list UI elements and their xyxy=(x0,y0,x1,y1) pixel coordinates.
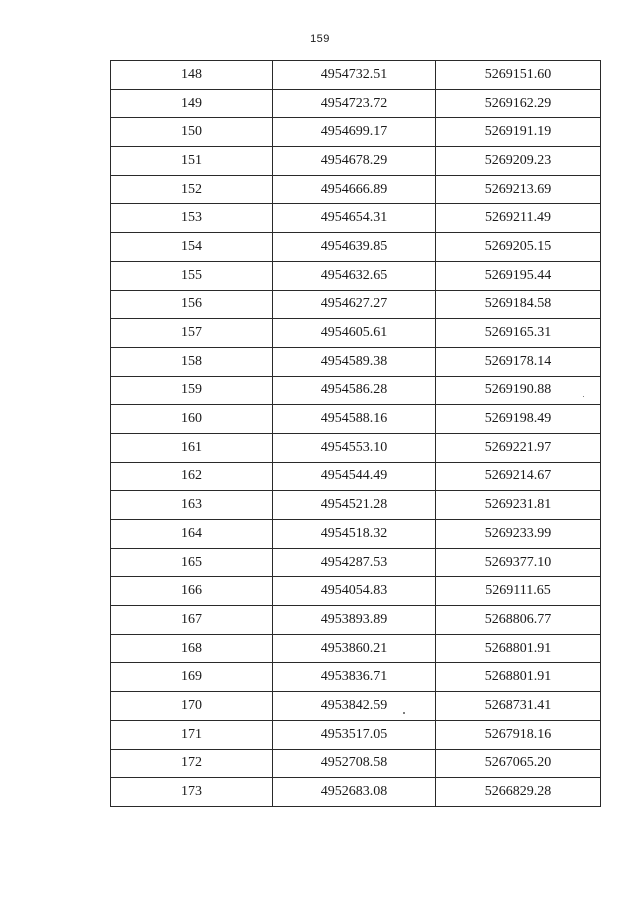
y-coordinate-cell: 5269213.69 xyxy=(436,175,601,204)
table-row xyxy=(111,376,601,405)
y-coordinate-cell: 5267918.16 xyxy=(436,720,601,749)
y-coordinate-cell: 5269209.23 xyxy=(436,147,601,176)
table-row xyxy=(111,233,601,262)
y-coordinate-cell: 5269233.99 xyxy=(436,520,601,549)
x-coordinate-cell: 4954518.32 xyxy=(273,520,436,549)
y-coordinate-cell: 5269162.29 xyxy=(436,89,601,118)
table-row xyxy=(111,319,601,348)
y-coordinate-cell: 5269211.49 xyxy=(436,204,601,233)
y-coordinate-cell: 5268801.91 xyxy=(436,663,601,692)
x-coordinate-cell: 4954589.38 xyxy=(273,347,436,376)
point-number-cell: 169 xyxy=(111,663,273,692)
x-coordinate-cell: 4954654.31 xyxy=(273,204,436,233)
x-coordinate-cell: 4952683.08 xyxy=(273,778,436,807)
y-coordinate-cell: 5266829.28 xyxy=(436,778,601,807)
table-row xyxy=(111,692,601,721)
y-coordinate-cell: 5269191.19 xyxy=(436,118,601,147)
point-number-cell: 154 xyxy=(111,233,273,262)
table-row xyxy=(111,606,601,635)
x-coordinate-cell: 4954586.28 xyxy=(273,376,436,405)
x-coordinate-cell: 4954666.89 xyxy=(273,175,436,204)
x-coordinate-cell: 4953893.89 xyxy=(273,606,436,635)
y-coordinate-cell: 5268801.91 xyxy=(436,634,601,663)
point-number-cell: 155 xyxy=(111,261,273,290)
point-number-cell: 162 xyxy=(111,462,273,491)
x-coordinate-cell: 4954723.72 xyxy=(273,89,436,118)
x-coordinate-cell: 4954678.29 xyxy=(273,147,436,176)
y-coordinate-cell: 5269377.10 xyxy=(436,548,601,577)
table-row xyxy=(111,175,601,204)
x-coordinate-cell: 4953836.71 xyxy=(273,663,436,692)
point-number-cell: 157 xyxy=(111,319,273,348)
table-row xyxy=(111,462,601,491)
y-coordinate-cell: 5269198.49 xyxy=(436,405,601,434)
y-coordinate-cell: 5269231.81 xyxy=(436,491,601,520)
point-number-cell: 172 xyxy=(111,749,273,778)
table-row xyxy=(111,749,601,778)
point-number-cell: 170 xyxy=(111,692,273,721)
table-row xyxy=(111,405,601,434)
point-number-cell: 152 xyxy=(111,175,273,204)
x-coordinate-cell: 4954632.65 xyxy=(273,261,436,290)
table-row xyxy=(111,290,601,319)
x-coordinate-cell: 4954287.53 xyxy=(273,548,436,577)
x-coordinate-cell: 4954639.85 xyxy=(273,233,436,262)
y-coordinate-cell: 5269214.67 xyxy=(436,462,601,491)
table-row xyxy=(111,261,601,290)
x-coordinate-cell: 4954605.61 xyxy=(273,319,436,348)
table-row xyxy=(111,778,601,807)
point-number-cell: 165 xyxy=(111,548,273,577)
table-row xyxy=(111,147,601,176)
table-row xyxy=(111,433,601,462)
point-number-cell: 158 xyxy=(111,347,273,376)
point-number-cell: 156 xyxy=(111,290,273,319)
x-coordinate-cell: 4952708.58 xyxy=(273,749,436,778)
table-row xyxy=(111,491,601,520)
x-coordinate-cell: 4954054.83 xyxy=(273,577,436,606)
y-coordinate-cell: 5269195.44 xyxy=(436,261,601,290)
coordinates-table-body xyxy=(111,61,601,807)
y-coordinate-cell: 5268731.41 xyxy=(436,692,601,721)
coordinates-table xyxy=(110,60,601,807)
y-coordinate-cell: 5269221.97 xyxy=(436,433,601,462)
y-coordinate-cell: 5267065.20 xyxy=(436,749,601,778)
point-number-cell: 163 xyxy=(111,491,273,520)
point-number-cell: 148 xyxy=(111,61,273,90)
y-coordinate-cell: 5269190.88 xyxy=(436,376,601,405)
table-row xyxy=(111,548,601,577)
x-coordinate-cell: 4954553.10 xyxy=(273,433,436,462)
table-row xyxy=(111,663,601,692)
x-coordinate-cell: 4953517.05 xyxy=(273,720,436,749)
x-coordinate-cell: 4954544.49 xyxy=(273,462,436,491)
table-row xyxy=(111,118,601,147)
y-coordinate-cell: 5269151.60 xyxy=(436,61,601,90)
table-row xyxy=(111,204,601,233)
table-row xyxy=(111,89,601,118)
point-number-cell: 153 xyxy=(111,204,273,233)
point-number-cell: 151 xyxy=(111,147,273,176)
point-number-cell: 150 xyxy=(111,118,273,147)
point-number-cell: 166 xyxy=(111,577,273,606)
y-coordinate-cell: 5269184.58 xyxy=(436,290,601,319)
point-number-cell: 160 xyxy=(111,405,273,434)
point-number-cell: 161 xyxy=(111,433,273,462)
point-number-cell: 168 xyxy=(111,634,273,663)
x-coordinate-cell: 4954732.51 xyxy=(273,61,436,90)
x-coordinate-cell: 4953842.59 xyxy=(273,692,436,721)
y-coordinate-cell: 5269205.15 xyxy=(436,233,601,262)
table-row xyxy=(111,61,601,90)
y-coordinate-cell: 5268806.77 xyxy=(436,606,601,635)
point-number-cell: 173 xyxy=(111,778,273,807)
table-row xyxy=(111,347,601,376)
y-coordinate-cell: 5269165.31 xyxy=(436,319,601,348)
x-coordinate-cell: 4954521.28 xyxy=(273,491,436,520)
table-row xyxy=(111,520,601,549)
x-coordinate-cell: 4954588.16 xyxy=(273,405,436,434)
x-coordinate-cell: 4953860.21 xyxy=(273,634,436,663)
table-row xyxy=(111,634,601,663)
point-number-cell: 164 xyxy=(111,520,273,549)
x-coordinate-cell: 4954699.17 xyxy=(273,118,436,147)
page-number: 159 xyxy=(310,33,330,45)
table-row xyxy=(111,577,601,606)
scan-speck xyxy=(403,712,405,714)
y-coordinate-cell: 5269111.65 xyxy=(436,577,601,606)
point-number-cell: 171 xyxy=(111,720,273,749)
scan-speck xyxy=(583,396,584,397)
x-coordinate-cell: 4954627.27 xyxy=(273,290,436,319)
table-row xyxy=(111,720,601,749)
y-coordinate-cell: 5269178.14 xyxy=(436,347,601,376)
point-number-cell: 159 xyxy=(111,376,273,405)
point-number-cell: 167 xyxy=(111,606,273,635)
point-number-cell: 149 xyxy=(111,89,273,118)
